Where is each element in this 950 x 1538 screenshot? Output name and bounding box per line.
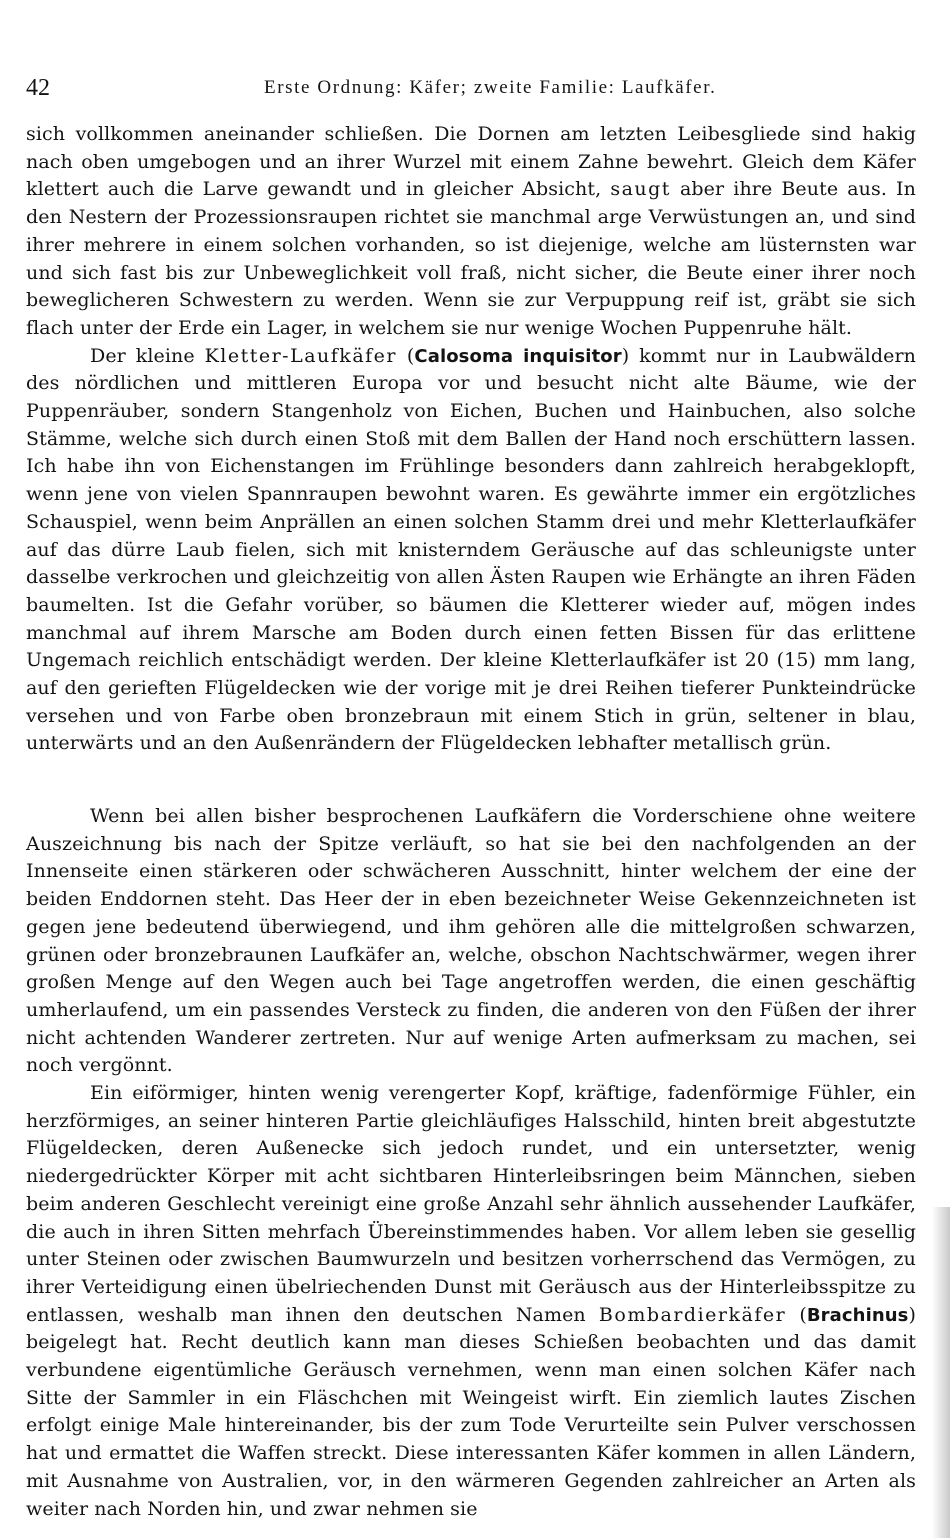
paragraph bbox=[26, 343, 916, 759]
text-run: sich vollkommen aneinander schließen. Die Dornen am letzten Leibesgliede sind hakig nach oben umgebogen und an ihrer Wurzel mit einem Zahne bewehrt. Gleich dem Käfer klettert auch die Larve gewandt und in gleicher Absicht, bbox=[26, 123, 916, 201]
paragraph bbox=[26, 803, 916, 1080]
text-run: Wenn bei allen bisher besprochenen Laufkäfern die Vorderschiene ohne weitere Auszeichnung bis nach der Spitze verläuft, so hat sie bei den nachfolgenden an der Innenseite einen stärkeren oder schwächeren Ausschnitt, hinter welchem der eine der beiden Enddornen steht. Das Heer der in eben bezeichneter Weise Gekennzeichneten ist gegen jene bedeutend überwiegend, und ihm gehören alle die mittelgroßen schwarzen, grünen oder bronzebraunen Laufkäfer an, welche, obschon Nachtschwärmer, wegen ihrer großen Menge auf den Wegen auch bei Tage angetroffen werden, die einen geschäftig umherlaufend, um ein passendes Versteck zu finden, die anderen von den Füßen der ihrer nicht achtenden Wanderer zertreten. Nur auf wenige Arten aufmerksam zu machen, sei noch vergönnt. bbox=[26, 805, 916, 1077]
page-header bbox=[26, 72, 916, 104]
paragraph bbox=[26, 121, 916, 343]
page-number: 42 bbox=[26, 75, 50, 101]
text-run: aber ihre Beute aus. In den Nestern der Prozessionsraupen richtet sie manchmal arge Verwüstungen an, und sind ihrer mehrere in einem solchen vorhanden, so ist diejenige, welche am lüsternsten war und sich fast bis zur Unbeweglichkeit voll fraß, nicht sicher, die Beute einer ihrer noch beweglicheren Schwestern zu werden. Wenn sie zur Verpuppung reif ist, gräbt sie sich flach unter der Erde ein Lager, in welchem sie nur wenige Wochen Puppenruhe hält. bbox=[26, 178, 916, 339]
emphasized-term: Kletter-Laufkäfer bbox=[204, 344, 398, 367]
emphasized-term: saugt bbox=[610, 178, 671, 201]
emphasized-term: Bombardierkäfer bbox=[598, 1303, 787, 1326]
text-block-lower bbox=[26, 803, 916, 1523]
text-run: ( bbox=[397, 344, 415, 367]
latin-species-name: Brachinus bbox=[806, 1304, 909, 1326]
text-run: ) beigelegt hat. Recht deutlich kann man dieses Schießen beobachten und das damit verbundene eigentümliche Geräusch vernehmen, wenn man einen solchen Käfer nach Sitte der Sammler in ein Fläschchen mit Weingeist wirft. Ein ziemlich lautes Zischen erfolgt einige Male hintereinander, bis der zum Tode Verurteilte sein Pulver verschossen hat und ermattet die Waffen streckt. Diese interessanten Käfer kommen in allen Ländern, mit Ausnahme von Australien, vor, in den wärmeren Gegenden zahlreicher an Arten als weiter nach Norden hin, und zwar nehmen sie bbox=[26, 1303, 917, 1520]
text-run: ( bbox=[786, 1303, 807, 1326]
text-run: Der kleine bbox=[90, 344, 205, 367]
page-edge-shadow bbox=[932, 1207, 950, 1538]
running-head: Erste Ordnung: Käfer; zweite Familie: Laufkäfer. bbox=[264, 77, 717, 98]
paragraph bbox=[26, 1080, 916, 1523]
text-run: ) kommt nur in Laubwäldern des nördlichen und mittleren Europa vor und besucht nicht alte Bäume, wie der Puppenräuber, sondern Stangenholz von Eichen, Buchen und Hainbuchen, also solche Stämme, welche sich durch einen Stoß mit dem Ballen der Hand noch erschüttern lassen. Ich habe ihn von Eichenstangen im Frühlinge besonders dann zahlreich herabgeklopft, wenn jene von vielen Spannraupen bewohnt waren. Es gewährte immer ein ergötzliches Schauspiel, wenn beim Anprällen an einen solchen Stamm drei und mehr Kletterlaufkäfer auf das dürre Laub fielen, sich mit knisterndem Geräusche auf das schleunigste unter dasselbe verkrochen und gleichzeitig von allen Ästen Raupen wie Erhängte an ihren Fäden baumelten. Ist die Gefahr vorüber, so bäumen die Kletterer wieder auf, mögen indes manchmal auf ihrem Marsche am Boden durch einen fetten Bissen für das erlittene Ungemach reichlich entschädigt werden. Der kleine Kletterlaufkäfer ist 20 (15) mm lang, auf den gerieften Flügeldecken wie der vorige mit je drei Reihen tieferer Punkteindrücke versehen und von Farbe oben bronzebraun mit einem Stich in grün, seltener in blau, unterwärts und an den Außenrändern der Flügeldecken lebhafter metallisch grün. bbox=[26, 344, 916, 755]
text-run: Ein eiförmiger, hinten wenig verengerter Kopf, kräftige, fadenförmige Fühler, ein herzförmiges, an seiner hinteren Partie gleichläufiges Halsschild, hinten breit abgestutzte Flügeldecken, deren Außenecke sich jedoch rundet, und ein untersetzter, wenig niedergedrückter Körper mit acht sichtbaren Hinterleibsringen beim Männchen, sieben beim anderen Geschlecht vereinigt eine große Anzahl sehr ähnlich aussehender Laufkäfer, die auch in ihren Sitten mehrfach Übereinstimmendes haben. Vor allem leben sie gesellig unter Steinen oder zwischen Baumwurzeln und besitzen vorherrschend das Vermögen, zu ihrer Verteidigung einen übelriechenden Dunst mit Geräusch aus der Hinterleibsspitze zu entlassen, weshalb man ihnen den deutschen Namen bbox=[26, 1082, 916, 1326]
text-block-upper bbox=[26, 121, 916, 758]
latin-species-name: Calosoma inquisitor bbox=[414, 345, 622, 367]
